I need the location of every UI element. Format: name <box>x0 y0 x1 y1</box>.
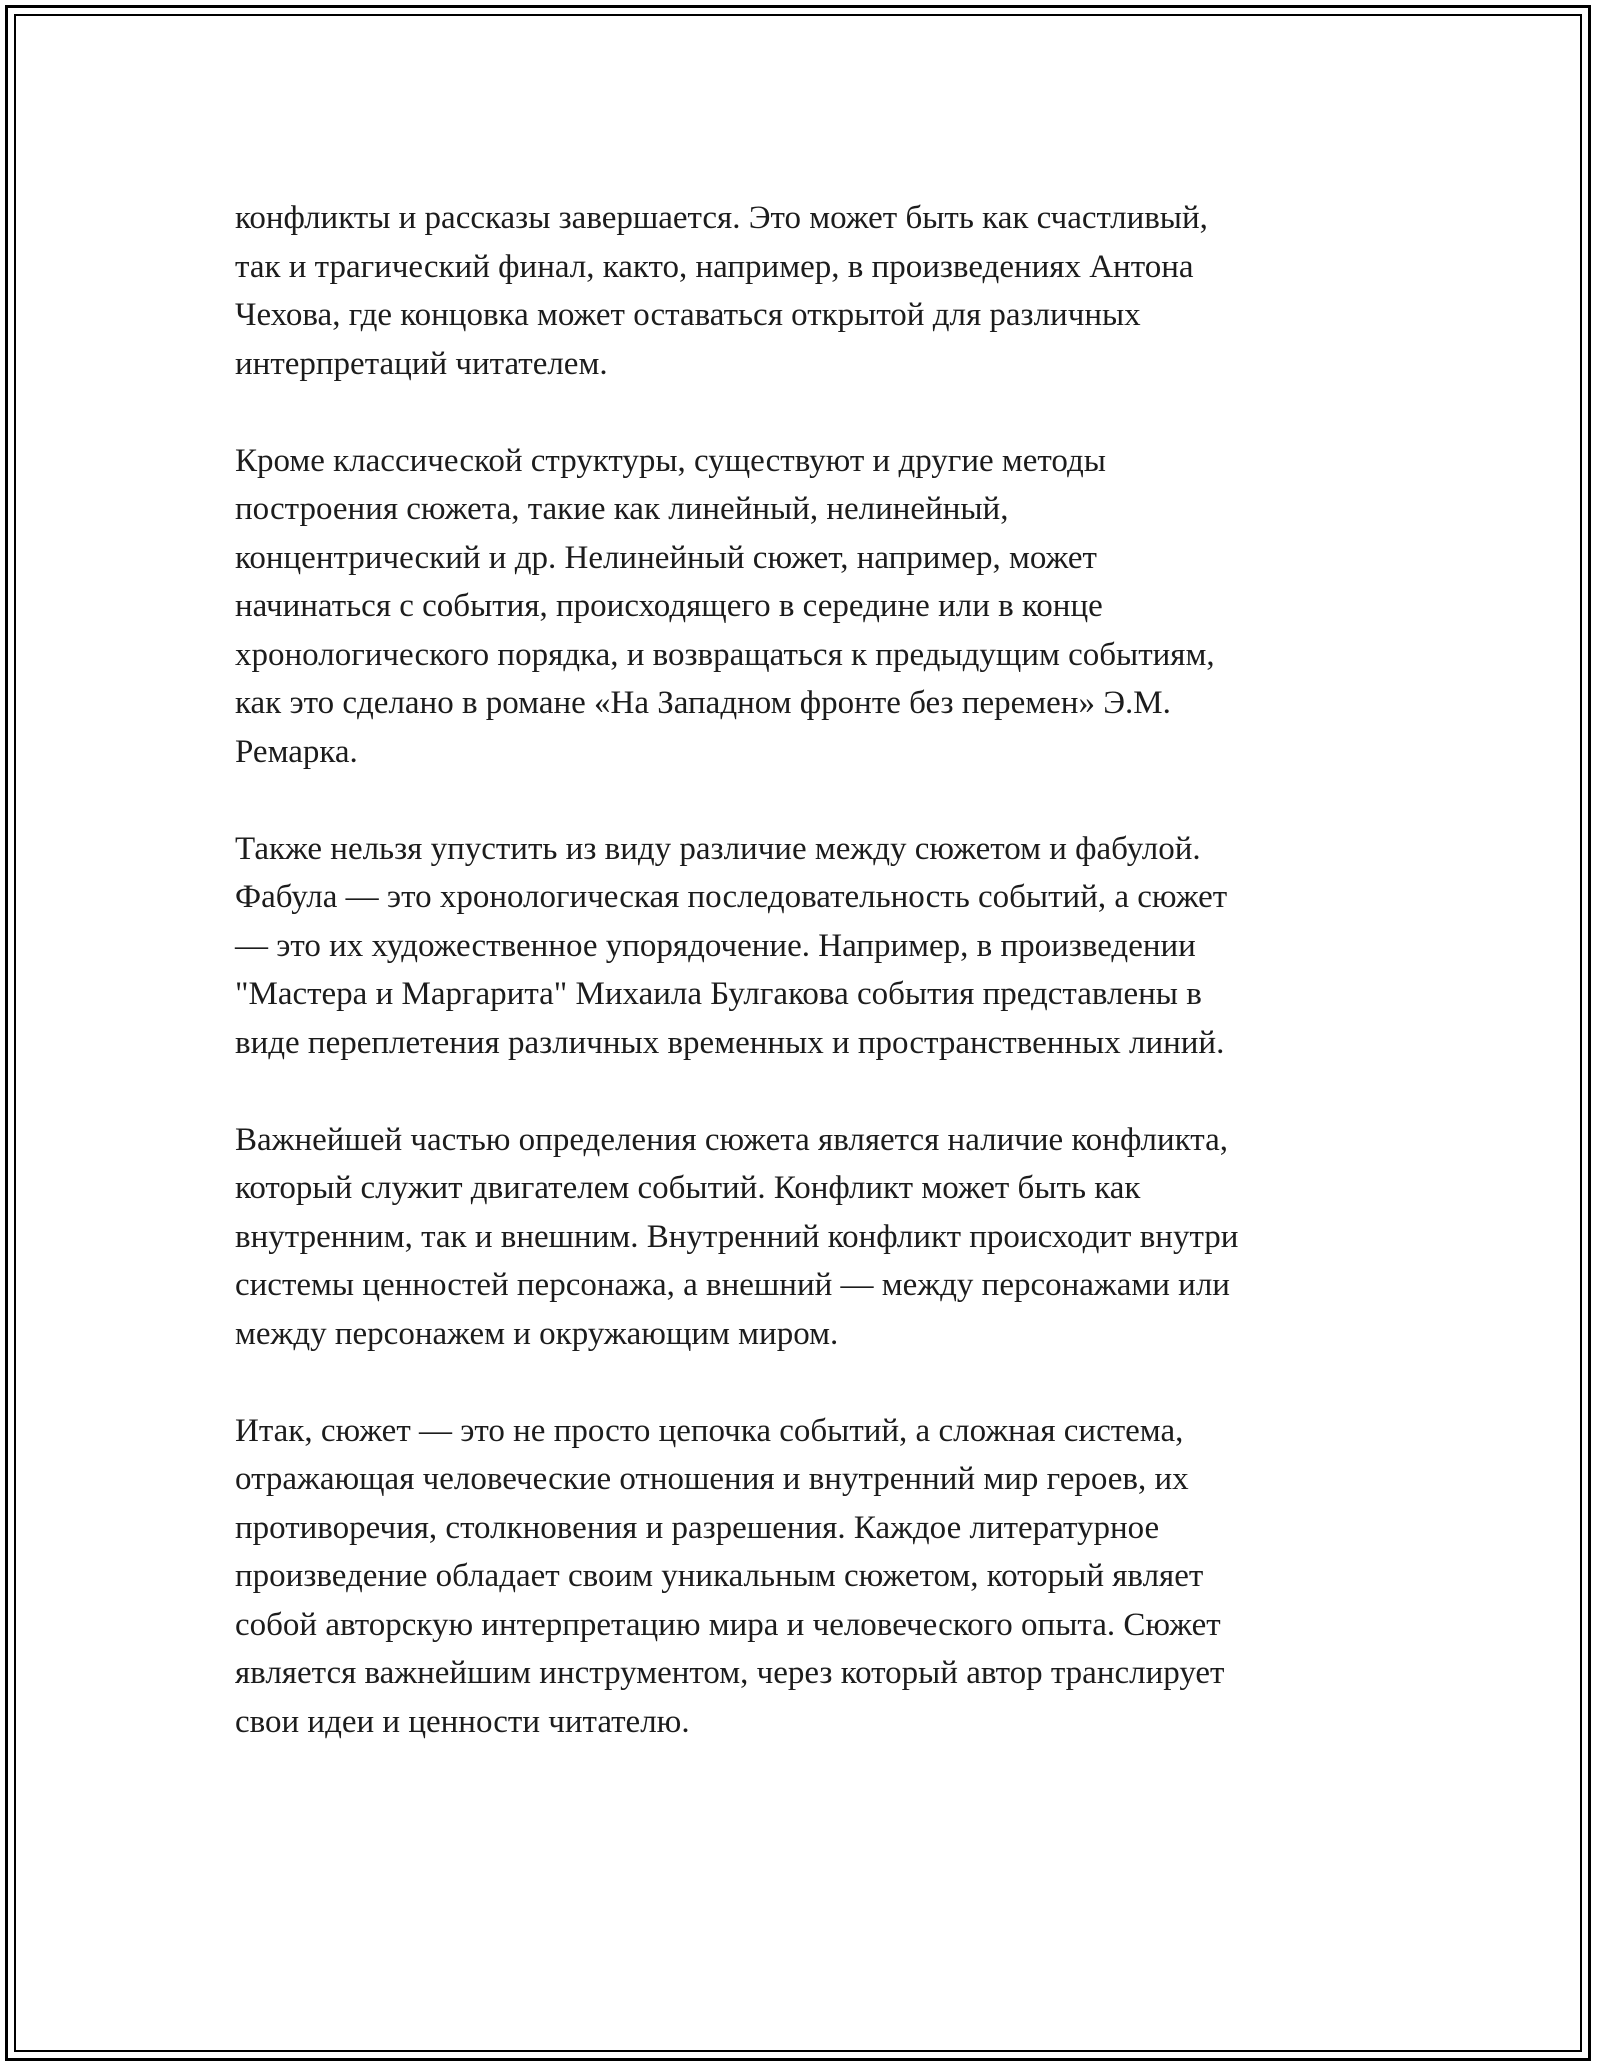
text-line: Также нельзя упустить из виду различие между сюжетом и фабулой. <box>235 830 1201 867</box>
text-line: внутренним, так и внешним. Внутренний конфликт происходит внутри <box>235 1218 1239 1255</box>
text-line: является важнейшим инструментом, через который автор транслирует <box>235 1655 1225 1691</box>
text-line: Кроме классической структуры, существуют и другие методы <box>235 442 1106 479</box>
paragraph-1 <box>235 194 1385 388</box>
text-line: концентрический и др. Нелинейный сюжет, например, может <box>235 539 1097 576</box>
text-line: Итак, сюжет — это не просто цепочка событий, а сложная система, <box>235 1412 1184 1449</box>
text-line: между персонажем и окружающим миром. <box>235 1315 839 1352</box>
text-line: — это их художественное упорядочение. Например, в произведении <box>235 927 1196 964</box>
text-line: противоречия, столкновения и разрешения. Каждое литературное <box>235 1509 1160 1546</box>
text-line: интерпретаций читателем. <box>235 345 608 382</box>
text-column <box>235 194 1385 1795</box>
text-line: построения сюжета, такие как линейный, нелинейный, <box>235 491 1009 527</box>
text-line: "Мастера и Маргарита" Михаила Булгакова события представлены в <box>235 976 1202 1012</box>
page-frame <box>5 5 1591 2061</box>
text-line: хронологического порядка, и возвращаться к предыдущим событиям, <box>235 636 1215 673</box>
text-line: как это сделано в романе «На Западном фронте без перемен» Э.М. <box>235 685 1171 721</box>
text-line: конфликты и рассказы завершается. Это может быть как счастливый, <box>235 200 1208 236</box>
text-line: свои идеи и ценности читателю. <box>235 1703 690 1740</box>
text-line: Фабула — это хронологическая последовательность событий, а сюжет <box>235 879 1228 915</box>
text-line: так и трагический финал, както, например, в произведениях Антона <box>235 248 1194 285</box>
paragraph-4 <box>235 1116 1385 1359</box>
text-line: виде переплетения различных временных и пространственных линий. <box>235 1024 1225 1061</box>
paragraph-5 <box>235 1407 1385 1747</box>
text-line: собой авторскую интерпретацию мира и человеческого опыта. Сюжет <box>235 1606 1221 1643</box>
text-line: который служит двигателем событий. Конфликт может быть как <box>235 1170 1141 1206</box>
paragraph-2 <box>235 437 1385 777</box>
text-line: отражающая человеческие отношения и внутренний мир героев, их <box>235 1461 1189 1497</box>
text-line: Важнейшей частью определения сюжета является наличие конфликта, <box>235 1121 1228 1158</box>
text-line: произведение обладает своим уникальным сюжетом, который являет <box>235 1558 1204 1594</box>
text-line: системы ценностей персонажа, а внешний — между персонажами или <box>235 1267 1230 1303</box>
text-line: Ремарка. <box>235 733 358 770</box>
text-line: начинаться с события, происходящего в середине или в конце <box>235 588 1103 624</box>
text-line: Чехова, где концовка может оставаться открытой для различных <box>235 297 1141 333</box>
paragraph-3 <box>235 825 1385 1068</box>
